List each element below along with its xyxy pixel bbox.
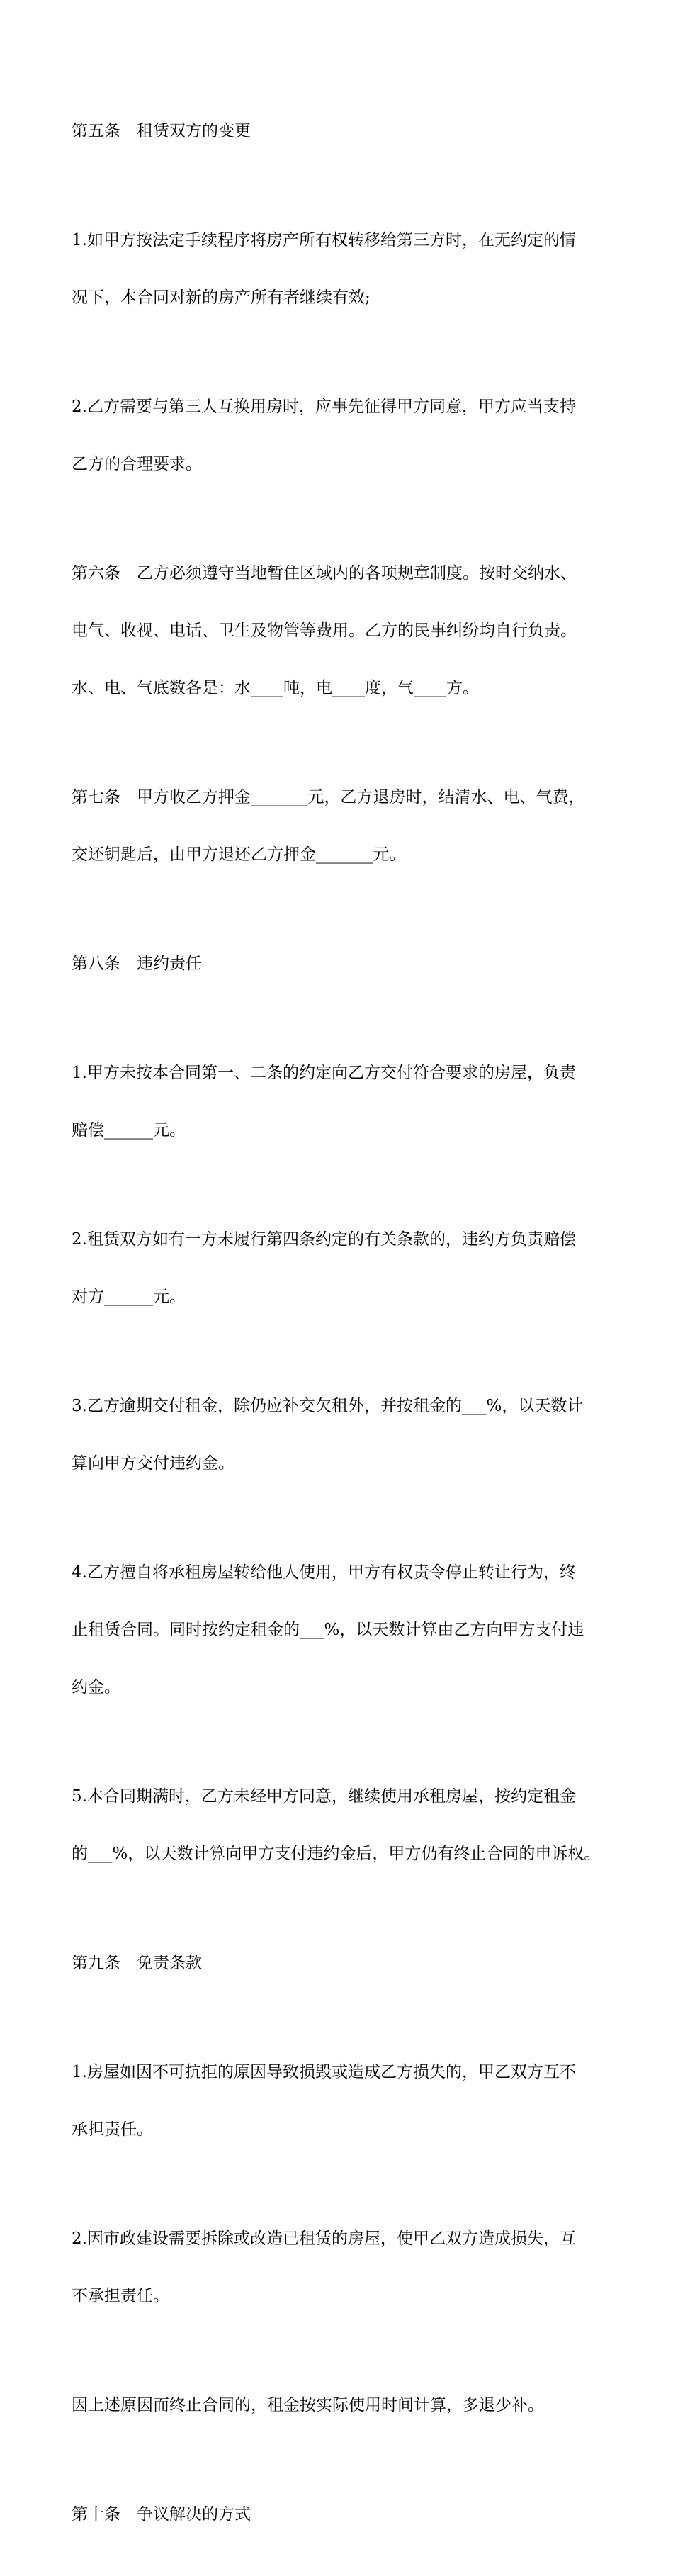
- text-line: 电气、收视、电话、卫生及物管等费用。乙方的民事纠纷均自行负责。: [72, 621, 577, 640]
- paragraph-5-1: [72, 193, 610, 346]
- paragraph-article-7: [72, 750, 610, 903]
- text-line: 第十条 争议解决的方式: [72, 2505, 251, 2524]
- text-line: 第六条 乙方必须遵守当地暂住区域内的各项规章制度。按时交纳水、: [72, 564, 577, 583]
- paragraph-8-5: [72, 1749, 610, 1902]
- text-line: 1.房屋如因不可抗拒的原因导致损毁或造成乙方损失的，甲乙双方互不: [72, 2063, 576, 2081]
- text-line: 的___%，以天数计算向甲方支付违约金后，甲方仍有终止合同的申诉权。: [72, 1845, 601, 1863]
- paragraph-8-3: [72, 1359, 610, 1512]
- text-line: 因上述原因而终止合同的，租金按实际使用时间计算，多退少补。: [72, 2396, 544, 2414]
- paragraph-8-4: [72, 1525, 610, 1736]
- text-line: 乙方的合理要求。: [72, 455, 202, 473]
- heading-article-8: [72, 916, 610, 1012]
- text-line: 5.本合同期满时，乙方未经甲方同意，继续使用承租房屋，按约定租金: [72, 1787, 576, 1806]
- text-line: 4.乙方擅自将承租房屋转给他人使用，甲方有权责令停止转让行为，终: [72, 1563, 576, 1582]
- text-line: 承担责任。: [72, 2120, 153, 2139]
- text-line: 不承担责任。: [72, 2287, 169, 2305]
- text-line: 2.因市政建设需要拆除或改造已租赁的房屋，使甲乙双方造成损失，互: [72, 2229, 576, 2248]
- document-page: [72, 84, 610, 2576]
- text-line: 2.租赁双方如有一方未履行第四条约定的有关条款的，违约方负责赔偿: [72, 1230, 576, 1249]
- text-line: 第五条 租赁双方的变更: [72, 122, 251, 140]
- paragraph-8-2: [72, 1192, 610, 1345]
- paragraph-article-6: [72, 526, 610, 736]
- text-line: 水、电、气底数各是：水____吨，电____度，气____方。: [72, 679, 479, 697]
- paragraph-9-1: [72, 2025, 610, 2178]
- text-line: 算向甲方交付违约金。: [72, 1454, 234, 1473]
- paragraph-8-1: [72, 1025, 610, 1179]
- text-line: 况下，本合同对新的房产所有者继续有效;: [72, 288, 371, 307]
- heading-article-5: [72, 84, 610, 179]
- text-line: 赔偿______元。: [72, 1121, 186, 1140]
- paragraph-9-2: [72, 2191, 610, 2344]
- text-line: 3.乙方逾期交付租金，除仍应补交欠租外，并按租金的___%，以天数计: [72, 1397, 584, 1415]
- paragraph-5-2: [72, 359, 610, 512]
- text-line: 1.甲方未按本合同第一、二条的约定向乙方交付符合要求的房屋，负责: [72, 1064, 576, 1082]
- text-line: 对方______元。: [72, 1288, 186, 1306]
- text-line: 第七条 甲方收乙方押金_______元，乙方退房时，结清水、电、气费，: [72, 788, 585, 806]
- heading-article-10: [72, 2467, 610, 2563]
- paragraph-9-3: [72, 2358, 610, 2453]
- text-line: 第八条 违约责任: [72, 955, 202, 973]
- text-line: 1.如甲方按法定手续程序将房产所有权转移给第三方时，在无约定的情: [72, 231, 576, 249]
- heading-article-9: [72, 1916, 610, 2011]
- text-line: 止租赁合同。同时按约定租金的___%，以天数计算由乙方向甲方支付违: [72, 1621, 584, 1639]
- text-line: 约金。: [72, 1678, 120, 1697]
- text-line: 交还钥匙后，由甲方退还乙方押金_______元。: [72, 845, 406, 864]
- text-line: 第九条 免责条款: [72, 1954, 202, 1972]
- text-line: 2.乙方需要与第三人互换用房时，应事先征得甲方同意，甲方应当支持: [72, 398, 576, 416]
